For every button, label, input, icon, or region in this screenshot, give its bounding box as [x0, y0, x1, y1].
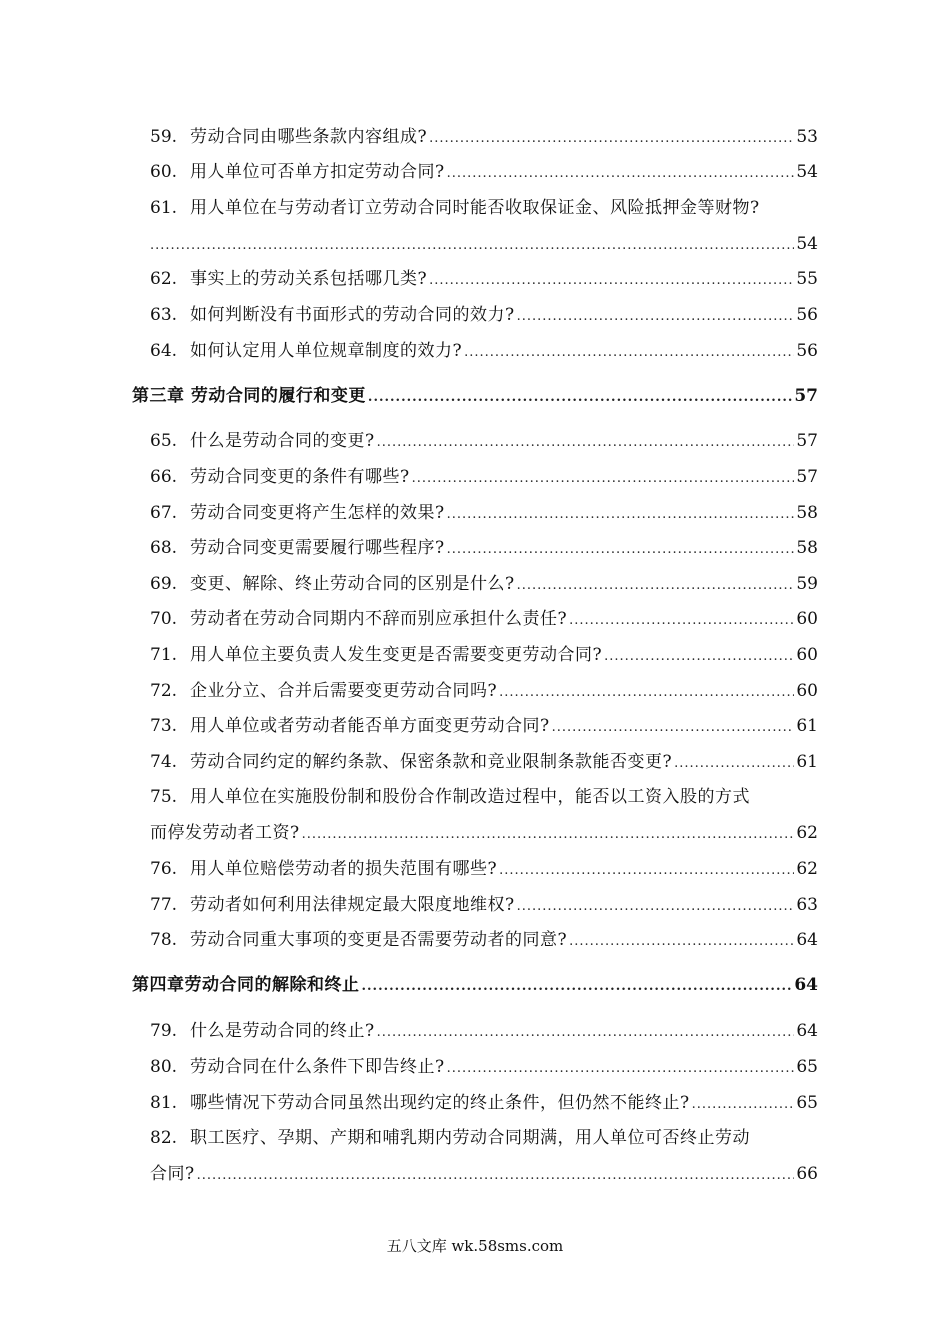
- toc-entry-number: 73.: [150, 716, 178, 736]
- toc-entry-number: 71.: [150, 645, 178, 665]
- toc-entry-title: 劳动合同重大事项的变更是否需要劳动者的同意?: [190, 930, 568, 950]
- toc-entry-page: 57: [796, 467, 818, 487]
- toc-entry-71[interactable]: [150, 644, 818, 668]
- dot-leader: [197, 1165, 795, 1187]
- dot-leader: [569, 610, 794, 632]
- dot-leader: [429, 270, 794, 292]
- dot-leader: [499, 860, 794, 882]
- toc-entry-number: 69.: [150, 574, 178, 594]
- toc-entry-number: 76.: [150, 859, 178, 879]
- dot-leader: [150, 235, 794, 257]
- toc-entry-page: 54: [796, 162, 818, 182]
- toc-entry-title: 用人单位在与劳动者订立劳动合同时能否收取保证金、风险抵押金等财物?: [190, 198, 760, 218]
- toc-entry-67[interactable]: [150, 502, 818, 526]
- toc-entry-number: 80.: [150, 1057, 178, 1077]
- toc-entry-title: 什么是劳动合同的终止?: [190, 1021, 375, 1041]
- toc-entry-page: 66: [796, 1164, 818, 1184]
- toc-entry-page: 53: [796, 127, 818, 147]
- toc-entry-title: 哪些情况下劳动合同虽然出现约定的终止条件，但仍然不能终止?: [190, 1093, 690, 1113]
- toc-entry-number: 64.: [150, 341, 178, 361]
- toc-entry-title-continuation: 而停发劳动者工资?: [150, 823, 300, 843]
- toc-entry-title: 事实上的劳动关系包括哪几类?: [190, 269, 428, 289]
- toc-entry-number: 77.: [150, 895, 178, 915]
- toc-entry-page: 54: [796, 234, 818, 254]
- toc-entry-page: 60: [796, 645, 818, 665]
- toc-entry-82-cont[interactable]: [150, 1163, 818, 1187]
- toc-entry-number: 59.: [150, 127, 178, 147]
- toc-entry-title: 如何认定用人单位规章制度的效力?: [190, 341, 463, 361]
- toc-entry-page: 62: [796, 859, 818, 879]
- toc-entry-page: 65: [796, 1093, 818, 1113]
- toc-entry-number: 66.: [150, 467, 178, 487]
- toc-entry-page: 64: [796, 930, 818, 950]
- toc-entry-title: 变更、解除、终止劳动合同的区别是什么?: [190, 574, 515, 594]
- toc-entry-number: 72.: [150, 681, 178, 701]
- toc-chapter-title: 第四章劳动合同的解除和终止: [132, 975, 360, 995]
- toc-entry-page: 63: [796, 895, 818, 915]
- toc-entry-68[interactable]: [150, 537, 818, 561]
- toc-entry-74[interactable]: [150, 751, 818, 775]
- dot-leader: [674, 753, 794, 775]
- toc-chapter-title: 第三章 劳动合同的履行和变更: [132, 386, 366, 406]
- toc-entry-82[interactable]: [150, 1127, 818, 1149]
- toc-entry-title: 劳动合同变更的条件有哪些?: [190, 467, 410, 487]
- toc-entry-title-continuation: 合同?: [150, 1164, 195, 1184]
- toc-entry-number: 67.: [150, 503, 178, 523]
- toc-entry-66[interactable]: [150, 466, 818, 490]
- toc-entry-page: 64: [796, 1021, 818, 1041]
- toc-entry-page: 61: [796, 716, 818, 736]
- toc-entry-number: 62.: [150, 269, 178, 289]
- toc-entry-79[interactable]: [150, 1020, 818, 1044]
- toc-entry-page: 61: [796, 752, 818, 772]
- toc-entry-60[interactable]: [150, 161, 818, 185]
- dot-leader: [692, 1094, 795, 1116]
- toc-entry-title: 劳动合同约定的解约条款、保密条款和竞业限制条款能否变更?: [190, 752, 673, 772]
- toc-entry-72[interactable]: [150, 680, 818, 704]
- toc-entry-64[interactable]: [150, 340, 818, 364]
- dot-leader: [302, 824, 795, 846]
- dot-leader: [569, 931, 794, 953]
- toc-entry-59[interactable]: [150, 126, 818, 150]
- dot-leader: [517, 575, 795, 597]
- toc-entry-title: 企业分立、合并后需要变更劳动合同吗?: [190, 681, 498, 701]
- toc-entry-65[interactable]: [150, 430, 818, 454]
- toc-entry-78[interactable]: [150, 929, 818, 953]
- dot-leader: [447, 539, 795, 561]
- toc-entry-page: 55: [796, 269, 818, 289]
- dot-leader: [368, 387, 792, 409]
- toc-entry-75-cont[interactable]: [150, 822, 818, 846]
- toc-entry-page: 56: [796, 341, 818, 361]
- dot-leader: [517, 896, 795, 918]
- dot-leader: [362, 976, 793, 998]
- toc-entry-81[interactable]: [150, 1092, 818, 1116]
- toc-entry-title: 用人单位赔偿劳动者的损失范围有哪些?: [190, 859, 498, 879]
- toc-chapter-4[interactable]: [132, 974, 818, 998]
- toc-entry-77[interactable]: [150, 894, 818, 918]
- toc-entry-61-leader[interactable]: [150, 233, 818, 257]
- toc-entry-page: 58: [796, 503, 818, 523]
- toc-entry-page: 64: [794, 975, 818, 995]
- toc-entry-title: 用人单位可否单方扣定劳动合同?: [190, 162, 445, 182]
- toc-entry-number: 78.: [150, 930, 178, 950]
- toc-entry-number: 75.: [150, 787, 178, 807]
- toc-entry-title: 职工医疗、孕期、产期和哺乳期内劳动合同期满，用人单位可否终止劳动: [190, 1128, 750, 1148]
- toc-entry-page: 59: [796, 574, 818, 594]
- toc-entry-title: 劳动合同由哪些条款内容组成?: [190, 127, 428, 147]
- toc-entry-number: 61.: [150, 198, 178, 218]
- toc-entry-title: 什么是劳动合同的变更?: [190, 431, 375, 451]
- dot-leader: [604, 646, 794, 668]
- toc-entry-page: 60: [796, 681, 818, 701]
- toc-entry-number: 63.: [150, 305, 178, 325]
- toc-entry-number: 60.: [150, 162, 178, 182]
- toc-entry-80[interactable]: [150, 1056, 818, 1080]
- toc-entry-page: 58: [796, 538, 818, 558]
- dot-leader: [447, 1058, 795, 1080]
- toc-entry-61[interactable]: [150, 197, 818, 219]
- dot-leader: [412, 468, 795, 490]
- toc-entry-page: 60: [796, 609, 818, 629]
- toc-entry-title: 用人单位或者劳动者能否单方面变更劳动合同?: [190, 716, 550, 736]
- toc-entry-number: 70.: [150, 609, 178, 629]
- toc-entry-page: 56: [796, 305, 818, 325]
- dot-leader: [552, 717, 795, 739]
- dot-leader: [429, 128, 794, 150]
- dot-leader: [517, 306, 795, 328]
- toc-entry-75[interactable]: [150, 786, 818, 808]
- toc-entry-title: 如何判断没有书面形式的劳动合同的效力?: [190, 305, 515, 325]
- toc-entry-63[interactable]: [150, 304, 818, 328]
- toc-entry-title: 劳动合同变更需要履行哪些程序?: [190, 538, 445, 558]
- toc-entry-number: 74.: [150, 752, 178, 772]
- toc-entry-number: 82.: [150, 1128, 178, 1148]
- toc-entry-title: 劳动者如何利用法律规定最大限度地维权?: [190, 895, 515, 915]
- toc-entry-page: 65: [796, 1057, 818, 1077]
- toc-entry-number: 81.: [150, 1093, 178, 1113]
- page-footer-watermark: 五八文库 wk.58sms.com: [386, 1237, 564, 1255]
- toc-entry-62[interactable]: [150, 268, 818, 292]
- toc-entry-73[interactable]: [150, 715, 818, 739]
- toc-entry-title: 用人单位在实施股份制和股份合作制改造过程中，能否以工资入股的方式: [190, 787, 750, 807]
- toc-entry-page: 57: [794, 386, 818, 406]
- toc-entry-title: 劳动合同变更将产生怎样的效果?: [190, 503, 445, 523]
- toc-entry-76[interactable]: [150, 858, 818, 882]
- toc-chapter-3[interactable]: [132, 385, 818, 409]
- toc-entry-number: 79.: [150, 1021, 178, 1041]
- dot-leader: [377, 1022, 795, 1044]
- dot-leader: [377, 432, 795, 454]
- toc-entry-70[interactable]: [150, 608, 818, 632]
- toc-entry-number: 65.: [150, 431, 178, 451]
- toc-entry-number: 68.: [150, 538, 178, 558]
- toc-entry-title: 劳动合同在什么条件下即告终止?: [190, 1057, 445, 1077]
- toc-entry-page: 62: [796, 823, 818, 843]
- dot-leader: [464, 342, 794, 364]
- toc-entry-title: 劳动者在劳动合同期内不辞而别应承担什么责任?: [190, 609, 568, 629]
- toc-entry-69[interactable]: [150, 573, 818, 597]
- dot-leader: [447, 163, 795, 185]
- toc-entry-title: 用人单位主要负责人发生变更是否需要变更劳动合同?: [190, 645, 603, 665]
- dot-leader: [499, 682, 794, 704]
- toc-entry-page: 57: [796, 431, 818, 451]
- dot-leader: [447, 504, 795, 526]
